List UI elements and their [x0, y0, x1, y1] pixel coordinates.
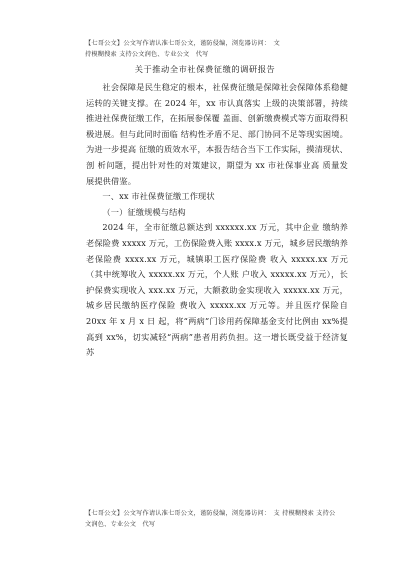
- banner-top-line-2: 持模糊搜索 支持公文润色、专业公文 代写: [85, 51, 209, 58]
- intro-paragraph: 社会保障是民生稳定的根本，社保费征缴是保障社会保障体系稳健运转的关键支撑。在 2024 年，xx 市认真落实 上级的决策部署，持续推进社保费征缴工作，在拓展参保覆 盖面、创新缴费模式等方面取得积极进展。但与此同时面临 结构性矛盾不足、部门协同不足等现实困境。为进一步提高 征缴的质效水平，本报告结合当下工作实际，摸清现状、剖 析问题，提出针对性的对策建议，期望为 xx 市社保事业高 质量发展提供借鉴。: [86, 82, 348, 186]
- section-heading-1: 一、xx 市社保费征缴工作现状: [102, 191, 215, 202]
- watermark-banner-bottom: [85, 508, 345, 530]
- subsection-1-paragraph: 2024 年，全市征缴总额达到 xxxxxx.xx 万元，其中企业 缴纳养老保险费 xxxxx 万元，工伤保险费入账 xxxx.x 万元，城乡居民缴纳养老保险费 xxxx.xx 万元，城镇职工医疗保险费 收入 xxxxx.xx 万元（其中统筹收入 xxxxx.xx 万元，个人账 户收入 xxxxx.xx 万元），长护保费实现收入 xxx.xx 万元，大额救助金实现收入 xxxxx.xx 万元，城乡居民缴纳医疗保险 费收入 xxxxx.xx 万元等。并且医疗保险自 20xx 年 x 月 x 日 起，将“两病”门诊用药保障基金支付比例由 xx%提高到 xx%，切实减轻“两病”患者用药负担。这一增长既受益于经济复苏: [86, 222, 348, 358]
- banner-top-line-1: 【七哥公文】公文写作请认准七哥公文，谨防侵编，浏览器访问： 文: [85, 40, 280, 47]
- document-body: [86, 80, 348, 361]
- watermark-banner-top: [85, 38, 345, 60]
- banner-bottom-line-2: 文润色、专业公文 代写: [85, 521, 156, 528]
- document-title: 关于推动全市社保费征缴的调研报告: [134, 64, 276, 74]
- banner-bottom-line-1: 【七哥公文】公文写作请认准七哥公文，谨防侵编，浏览器访问： 支 持模糊搜索 支持公: [85, 510, 336, 517]
- subsection-heading-1: （一）征缴规模与结构: [102, 206, 186, 217]
